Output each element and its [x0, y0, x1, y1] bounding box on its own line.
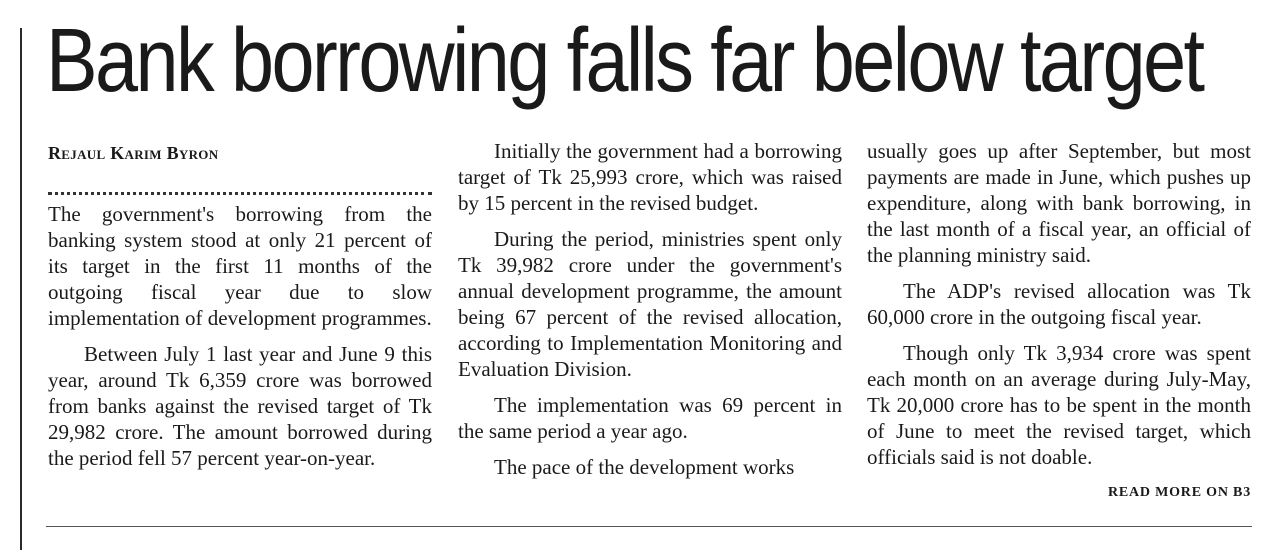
left-column-rule — [20, 28, 22, 550]
paragraph: Though only Tk 3,934 crore was spent each month on an average during July-May, Tk 20,000 crore has to be spent in the month of June to meet the revised target, which officials said is not doable. — [867, 341, 1251, 469]
article-column-3 — [867, 138, 1251, 506]
article-column-1 — [48, 138, 432, 481]
paragraph: Between July 1 last year and June 9 this year, around Tk 6,359 crore was borrowed from banks against the revised target of Tk 29,982 crore. The amount borrowed during the period fell 57 percent year-on-year. — [48, 342, 432, 470]
paragraph: The government's borrowing from the banking system stood at only 21 percent of its target in the first 11 months of the outgoing fiscal year due to slow implementation of development programmes. — [48, 202, 432, 330]
paragraph: usually goes up after September, but most payments are made in June, which pushes up expenditure, along with bank borrowing, in the last month of a fiscal year, an official of the planning ministry said. — [867, 139, 1251, 267]
read-more-link[interactable]: READ MORE ON B3 — [1107, 485, 1251, 500]
bottom-rule — [46, 526, 1252, 527]
headline: Bank borrowing falls far below target — [46, 11, 1203, 111]
byline: Rejaul Karim Byron — [48, 143, 219, 163]
paragraph: The implementation was 69 percent in the same period a year ago. — [458, 393, 842, 443]
paragraph: The ADP's revised allocation was Tk 60,000 crore in the outgoing fiscal year. — [867, 279, 1251, 329]
paragraph: The pace of the development works — [494, 455, 795, 479]
paragraph: Initially the government had a borrowing target of Tk 25,993 crore, which was raised by 15 percent in the revised budget. — [458, 139, 842, 215]
byline-divider — [48, 170, 432, 195]
article-column-2 — [458, 138, 842, 490]
paragraph: During the period, ministries spent only Tk 39,982 crore under the government's annual development programme, the amount being 67 percent of the revised allocation, according to Implementation Monitoring and Evaluation Division. — [458, 227, 842, 381]
